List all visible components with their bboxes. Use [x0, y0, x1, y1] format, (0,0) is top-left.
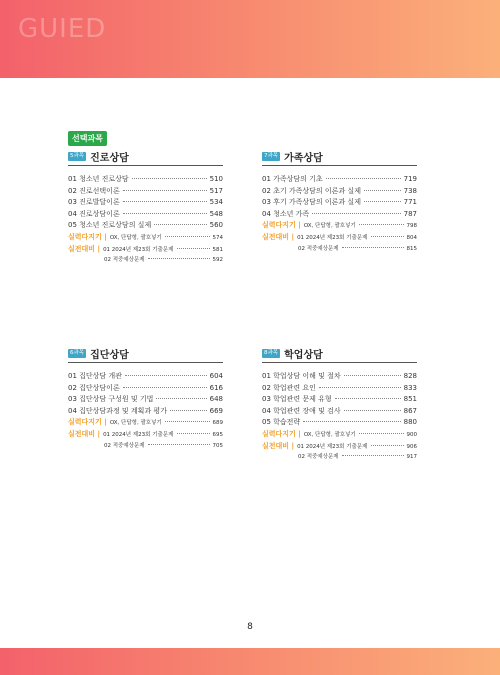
toc-entry[interactable]	[262, 209, 417, 221]
practice-label-text: 실력다지기	[68, 418, 102, 427]
section-header	[68, 149, 223, 163]
exam-separator: |	[291, 232, 295, 241]
dot-leader	[344, 410, 401, 411]
subject-badge: 6과목	[70, 349, 85, 356]
dot-leader	[364, 201, 401, 202]
toc-entry-practice[interactable]	[262, 429, 417, 441]
toc-section-group	[68, 346, 223, 452]
dot-leader	[359, 224, 404, 225]
toc-entry-page: 689	[212, 420, 223, 427]
toc-entry-page: 510	[209, 175, 223, 183]
toc-entry-exam[interactable]	[262, 232, 417, 244]
toc-entry-exam[interactable]	[68, 244, 223, 256]
toc-entry-title: 01 2024년 제23회 기출문제	[297, 443, 368, 450]
toc-entry-exam[interactable]	[68, 255, 223, 267]
toc-entry-page: 581	[212, 246, 223, 253]
section-divider	[262, 165, 417, 166]
toc-entry-page: 534	[209, 198, 223, 207]
toc-entry[interactable]	[68, 383, 223, 395]
section-title: 진로상담	[90, 152, 129, 164]
practice-separator: |	[298, 221, 301, 230]
toc-entry[interactable]	[262, 394, 417, 406]
toc-entry-title: 02 학업관련 요인	[262, 383, 316, 392]
toc-entry[interactable]	[68, 220, 223, 232]
toc-entry-exam[interactable]	[262, 452, 417, 464]
toc-entry-title: 02 적중예상문제	[298, 245, 339, 252]
practice-label-text: 실력다지기	[262, 429, 296, 438]
dot-leader	[342, 247, 404, 248]
header-banner	[0, 0, 500, 78]
dot-leader	[344, 375, 401, 376]
toc-entry-practice[interactable]	[68, 417, 223, 429]
toc-entry-exam[interactable]	[68, 441, 223, 453]
toc-section-family	[262, 149, 417, 255]
exam-label	[68, 429, 100, 439]
section-title: 가족상담	[284, 152, 323, 164]
toc-entry-page: 616	[209, 383, 223, 392]
toc-entry-title: OX, 단답형, 괄호넣기	[109, 420, 162, 427]
toc-entry[interactable]	[262, 174, 417, 186]
dot-leader	[371, 236, 404, 237]
toc-entry-page: 798	[406, 223, 417, 230]
toc-entry-title: 03 집단상담 구성원 및 기법	[68, 395, 154, 404]
subject-badge: 5과목	[70, 152, 85, 159]
dot-leader	[177, 248, 210, 249]
toc-entry-title: 02 진로선택이론	[68, 186, 120, 195]
toc-entry-page: 828	[403, 372, 417, 380]
section-header	[262, 149, 417, 163]
toc-entry-exam[interactable]	[262, 244, 417, 256]
toc-entry-title: 02 집단상담이론	[68, 383, 120, 392]
dot-leader	[359, 433, 404, 434]
dot-leader	[123, 190, 207, 191]
toc-section-study	[262, 346, 417, 464]
toc-entry-page: 574	[212, 234, 223, 241]
toc-entry-page: 880	[403, 418, 417, 427]
toc-entry[interactable]	[262, 406, 417, 418]
practice-label	[68, 417, 107, 427]
toc-entry-page: 592	[212, 257, 223, 264]
toc-entry-title: 01 청소년 진로상담	[68, 175, 129, 183]
toc-entry-title: 03 학업관련 문제 유형	[262, 395, 332, 404]
exam-label	[68, 244, 100, 254]
toc-entry[interactable]	[262, 371, 417, 383]
toc-entry-title: 01 2024년 제23회 기출문제	[103, 431, 174, 438]
toc-entry-page: 719	[403, 175, 417, 183]
toc-entry-title: 01 집단상담 개관	[68, 372, 122, 380]
dot-leader	[148, 444, 210, 445]
dot-leader	[123, 213, 207, 214]
toc-entry-title: OX, 단답형, 괄호넣기	[303, 431, 356, 438]
toc-entry-title: 02 적중예상문제	[298, 454, 339, 461]
toc-entry-page: 787	[403, 209, 417, 218]
practice-label	[262, 220, 301, 230]
toc-entry-page: 804	[406, 234, 417, 241]
toc-entry-page: 833	[403, 383, 417, 392]
section-divider	[262, 362, 417, 363]
practice-separator: |	[298, 429, 301, 438]
toc-entry[interactable]	[68, 406, 223, 418]
dot-leader	[177, 433, 210, 434]
section-title: 학업상담	[284, 349, 323, 361]
dot-leader	[154, 224, 206, 225]
toc-entry-title: 01 2024년 제23회 기출문제	[103, 246, 174, 253]
toc-entry-page: 851	[403, 395, 417, 404]
dot-leader	[156, 398, 206, 399]
dot-leader	[148, 258, 210, 259]
section-title: 집단상담	[90, 349, 129, 361]
toc-entry-title: 04 진로상담이론	[68, 209, 120, 218]
toc-entry-title: 02 초기 가족상담의 이론과 실제	[262, 186, 361, 195]
dot-leader	[165, 236, 210, 237]
toc-entry[interactable]	[262, 383, 417, 395]
exam-label-text: 실전대비	[68, 244, 96, 253]
toc-entry-page: 867	[403, 406, 417, 415]
toc-entry-title: 01 가족상담의 기초	[262, 175, 323, 183]
dot-leader	[170, 410, 207, 411]
toc-entry-title: 03 진로발달이론	[68, 198, 120, 207]
toc-entry-page: 548	[209, 209, 223, 218]
dot-leader	[335, 398, 401, 399]
exam-label	[262, 441, 294, 451]
toc-entry-page: 815	[406, 245, 417, 252]
toc-entry-page: 771	[403, 198, 417, 207]
exam-separator: |	[97, 429, 101, 438]
practice-label	[262, 429, 301, 439]
subject-badge: 8과목	[264, 349, 279, 356]
exam-separator: |	[291, 441, 295, 450]
exam-label-text: 실전대비	[68, 429, 96, 438]
toc-entry-title: 02 적중예상문제	[104, 442, 145, 449]
toc-entry[interactable]	[262, 197, 417, 209]
toc-entry-page: 560	[209, 221, 223, 230]
toc-entry-page: 900	[406, 431, 417, 438]
page-number: 8	[247, 622, 253, 632]
practice-label-text: 실력다지기	[262, 221, 296, 230]
brand-watermark: GUIED	[18, 14, 107, 44]
elective-tag: 선택과목	[68, 131, 107, 146]
section-divider	[68, 362, 223, 363]
dot-leader	[123, 387, 207, 388]
exam-label-text: 실전대비	[262, 232, 290, 241]
toc-section-career	[68, 149, 223, 267]
dot-leader	[165, 421, 210, 422]
toc-entry-page: 917	[406, 454, 417, 461]
toc-entry-exam[interactable]	[262, 441, 417, 453]
toc-entry-page: 648	[209, 395, 223, 404]
toc-entry-page: 705	[212, 442, 223, 449]
toc-entry-title: 01 2024년 제23회 기출문제	[297, 234, 368, 241]
toc-entry[interactable]	[262, 186, 417, 198]
toc-entry-title: 04 집단상담과정 및 계획과 평가	[68, 406, 167, 415]
dot-leader	[123, 201, 207, 202]
toc-entry-page: 906	[406, 443, 417, 450]
toc-entry[interactable]	[68, 186, 223, 198]
toc-entry[interactable]	[68, 174, 223, 186]
toc-entry[interactable]	[262, 417, 417, 429]
subject-badge: 7과목	[264, 152, 279, 159]
dot-leader	[303, 421, 400, 422]
dot-leader	[125, 375, 207, 376]
section-divider	[68, 165, 223, 166]
section-header	[262, 346, 417, 360]
dot-leader	[371, 445, 404, 446]
practice-label-text: 실력다지기	[68, 232, 102, 241]
section-header	[68, 346, 223, 360]
toc-entry[interactable]	[68, 197, 223, 209]
toc-entry-title: OX, 단답형, 괄호넣기	[109, 234, 162, 241]
toc-entry-page: 695	[212, 431, 223, 438]
toc-entry-title: 04 청소년 가족	[262, 209, 310, 218]
dot-leader	[312, 213, 400, 214]
toc-entry[interactable]	[68, 371, 223, 383]
toc-entry-title: OX, 단답형, 괄호넣기	[303, 223, 356, 230]
dot-leader	[342, 455, 404, 456]
toc-entry[interactable]	[68, 394, 223, 406]
practice-separator: |	[104, 418, 107, 427]
toc-entry-title: 03 후기 가족상담의 이론과 실제	[262, 198, 361, 207]
dot-leader	[132, 178, 207, 179]
toc-entry[interactable]	[68, 209, 223, 221]
toc-entry-page: 517	[209, 186, 223, 195]
toc-entry-title: 05 학습전략	[262, 418, 301, 427]
toc-entry-page: 669	[209, 406, 223, 415]
exam-label	[262, 232, 294, 242]
toc-entry-practice[interactable]	[262, 220, 417, 232]
dot-leader	[326, 178, 401, 179]
dot-leader	[319, 387, 401, 388]
practice-label	[68, 232, 107, 242]
dot-leader	[364, 190, 401, 191]
toc-entry-title: 04 학업관련 장애 및 검사	[262, 406, 341, 415]
toc-entry-title: 01 학업상담 이해 및 절차	[262, 372, 341, 380]
footer-banner	[0, 648, 500, 675]
toc-entry-page: 738	[403, 186, 417, 195]
toc-entry-page: 604	[209, 372, 223, 380]
toc-entry-exam[interactable]	[68, 429, 223, 441]
toc-entry-title: 05 청소년 진로상담의 실제	[68, 221, 152, 230]
exam-separator: |	[97, 244, 101, 253]
toc-entry-practice[interactable]	[68, 232, 223, 244]
exam-label-text: 실전대비	[262, 441, 290, 450]
toc-entry-title: 02 적중예상문제	[104, 257, 145, 264]
practice-separator: |	[104, 232, 107, 241]
